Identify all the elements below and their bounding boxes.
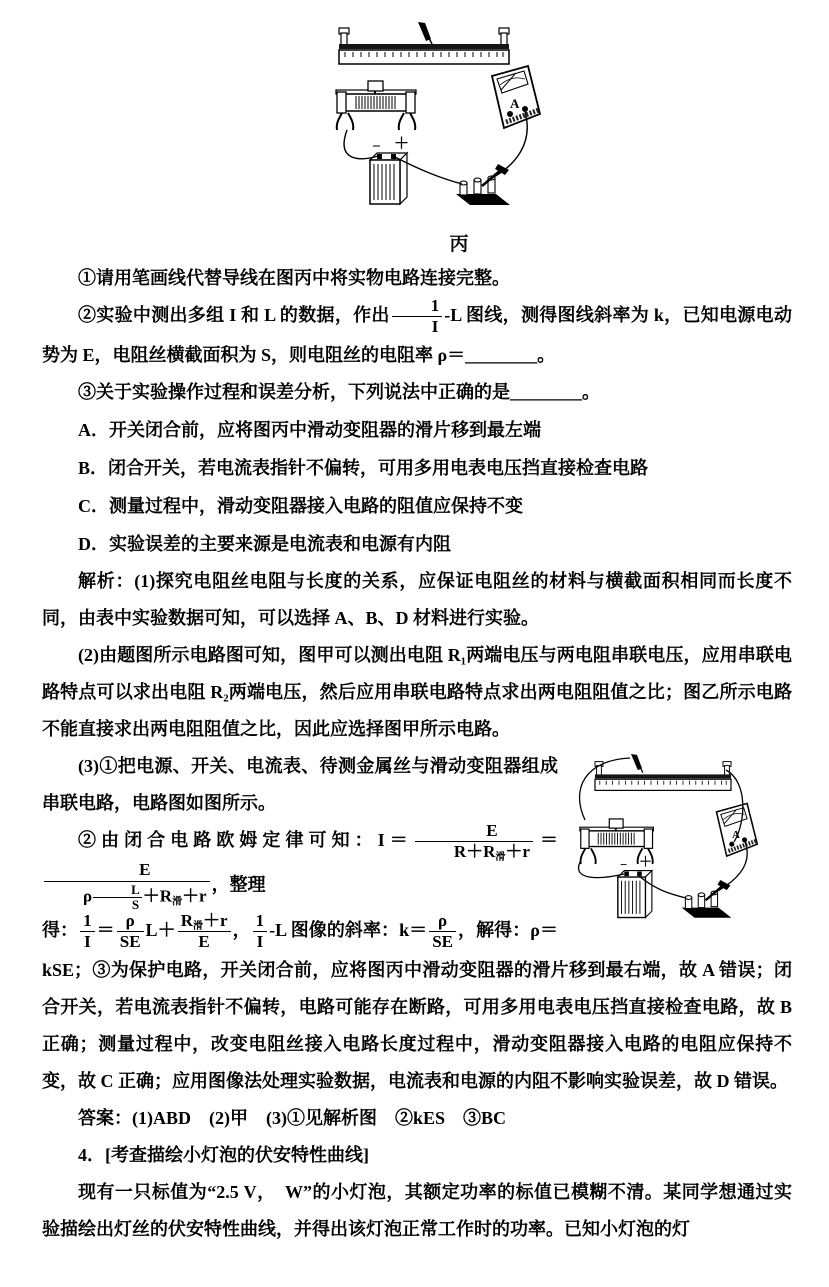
question-4-paragraph: 现有一只标值为“2.5 V， W”的小灯泡，其额定功率的标值已模糊不清。某同学想通过实验描绘出灯丝的伏安特性曲线，并得出该灯泡正常工作时的功率。已知小灯泡的灯	[42, 1181, 792, 1239]
figure-bing-caption: 丙	[449, 234, 469, 255]
answer-line	[42, 1100, 792, 1137]
analysis-p1	[42, 563, 792, 637]
knife-switch	[456, 164, 510, 205]
question-item-2: ②实验中测出多组 I 和 L 的数据，作出 $\frac{1}{I}$ -L 图线，测得图线斜率为 k，已知电源电动势为 E，电阻丝横截面积为 S，则电阻丝的电阻率 ρ＝________。	[42, 296, 792, 365]
circuit-illustration-bing	[334, 18, 584, 232]
answer-label: 答案：	[78, 1107, 132, 1128]
figure-bing	[334, 18, 584, 258]
analysis-formula-1: ②由闭合电路欧姆定律可知：I＝ $\frac{E}{R+R_滑+r}$ ＝ E ρ $\frac{L}{S}$ $+R_滑+r$ ，整理	[42, 822, 792, 912]
analysis-section	[42, 563, 792, 1137]
option-c: C．测量过程中，滑动变阻器接入电路的阻值应保持不变	[78, 495, 523, 516]
slide-rheostat	[336, 81, 416, 130]
analysis-p1-text: (1)探究电阻丝电阻与长度的关系，应保证电阻丝的材料与横截面积相同而长度不同，由表中实验数据可知，可以选择 A、B、D 材料进行实验。	[42, 570, 792, 628]
knife-switch	[682, 880, 732, 918]
analysis-label: 解析：	[78, 570, 135, 591]
battery	[618, 870, 652, 917]
option-d: D．实验误差的主要来源是电流表和电源有内阻	[78, 533, 451, 554]
option-b: B．闭合开关，若电流表指针不偏转，可用多用电表电压挡直接检查电路	[78, 457, 649, 478]
circuit-illustration-answer	[568, 752, 800, 936]
ammeter-label: A	[510, 96, 520, 111]
battery-pos-label: ＋	[394, 136, 410, 152]
option-a: A．开关闭合前，应将图丙中滑动变阻器的滑片移到最左端	[78, 419, 541, 440]
analysis-p3: (3)①把电源、开关、电流表、待测金属丝与滑动变阻器组成串联电路，电路图如图所示。	[42, 755, 558, 813]
figure-answer-circuit	[568, 752, 800, 936]
answer-text: (1)ABD (2)甲 (3)①见解析图 ②kES ③BC	[132, 1107, 506, 1128]
analysis-p2: (2)由题图所示电路图可知，图甲可以测出电阻 R₁两端电压与两电阻串联电压，应用串联电路特点可以求出电阻 R₂两端电压，然后应用串联电路特点求出两电阻阻值之比；图乙所示电路不能直接求出两电阻阻值之比，因此应选择图甲所示电路。	[42, 644, 792, 739]
question-4-heading: 4．[考查描绘小灯泡的伏安特性曲线]	[78, 1144, 369, 1165]
battery-pos-label: ＋	[639, 853, 653, 869]
question-item-3: ③关于实验操作过程和误差分析，下列说法中正确的是________。	[78, 381, 600, 402]
question-item-1: ①请用笔画线代替导线在图丙中将实物电路连接完整。	[78, 268, 510, 288]
probe-pen-icon	[631, 754, 643, 773]
probe-pen-icon	[418, 22, 432, 44]
battery-neg-label: −	[620, 856, 628, 872]
battery-neg-label: −	[372, 139, 381, 155]
ruler-with-resistance-wire	[595, 761, 731, 790]
ammeter-label: A	[732, 828, 740, 841]
analysis-formula-2: 得： $\frac{1}{I}$ ＝ $\frac{\rho}{SE}$ L＋ $\frac{R_滑+r}{E}$ ， $\frac{1}{I}$ -L 图像的斜率：k＝ $\frac{\rho}{SE}$ ，解得：ρ＝kSE；③为保护电路，开关闭合前，应将图丙中滑动变阻器的滑片移到最右端，故 A 错误；闭合开关，若电流表指针不偏转，电路可能存在断路，可用多用电表电压挡直接检查电路，故 B 正确；测量过程中，改变电阻丝接入电路长度过程中，滑动变阻器接入电路的电阻应保持不变，故 C 正确；应用图像法处理实验数据，电流表和电源的内阻不影响实验误差，故 D 错误。	[42, 910, 792, 1091]
